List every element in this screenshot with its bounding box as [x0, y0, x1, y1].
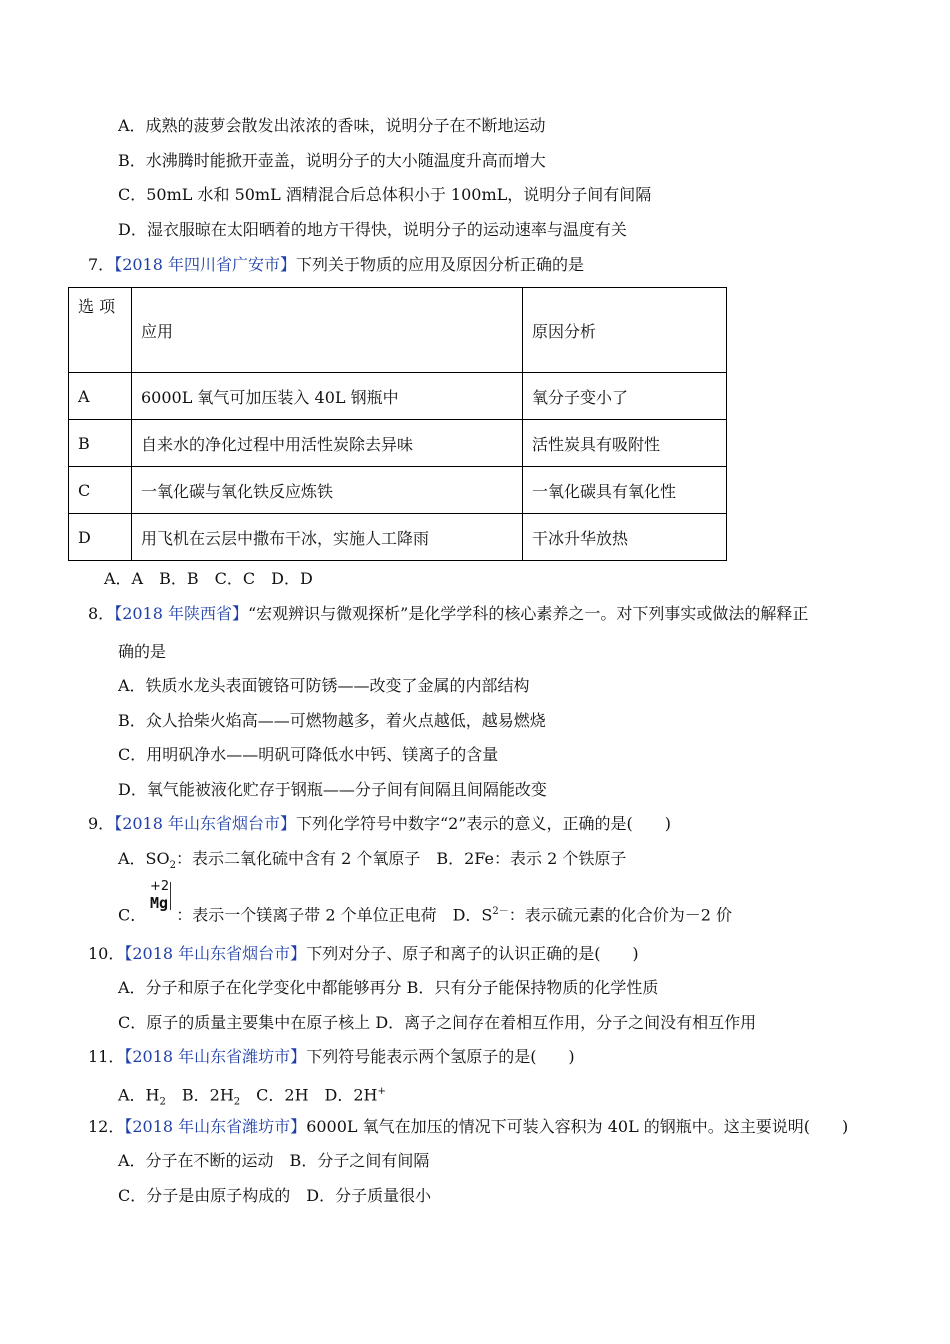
- q10-number: 10．: [88, 944, 125, 963]
- q9-source: 【2018 年山东省烟台市】: [114, 814, 296, 833]
- q10-stem: [88, 943, 639, 965]
- table-row: [69, 420, 727, 467]
- q9-options-cd: [118, 901, 732, 926]
- q12-number: 12．: [88, 1117, 125, 1136]
- q11-option-d-superscript: +: [377, 1086, 386, 1097]
- q10-options-cd: C．原子的质量主要集中在原子核上 D．离子之间存在着相互作用，分子之间没有相互作用: [118, 1013, 757, 1032]
- table-row: [69, 514, 727, 561]
- q7-options: A．A B．B C．C D．D: [104, 569, 313, 588]
- mg-charge: +2: [150, 879, 170, 894]
- q8-source: 【2018 年陕西省】: [114, 604, 248, 623]
- q7-stem: [88, 254, 584, 276]
- q9-option-c-label: C．: [118, 905, 147, 925]
- q8-stem-continued: 确的是: [118, 642, 167, 661]
- q9-option-a-text: ：表示二氧化硫中含有 2 个氧原子 B．2Fe：表示 2 个铁原子: [176, 849, 627, 868]
- table-row: [69, 467, 727, 514]
- q10-options-ab: A．分子和原子在化学变化中都能够再分 B．只有分子能保持物质的化学性质: [118, 978, 659, 997]
- q7-number: 7．: [88, 255, 115, 274]
- table-cell: 一氧化碳具有氧化性: [523, 467, 727, 514]
- q7-table: [68, 287, 727, 561]
- q6-option-c: C．50mL 水和 50mL 酒精混合后总体积小于 100mL，说明分子间有间隔: [118, 185, 652, 204]
- table-cell: 6000L 氧气可加压装入 40L 钢瓶中: [132, 373, 523, 420]
- q9-stem-text: 下列化学符号中数字“2”表示的意义，正确的是( ): [296, 814, 672, 833]
- q8-option-c: C．用明矾净水——明矾可降低水中钙、镁离子的含量: [118, 745, 499, 764]
- q8-option-b: B．众人拾柴火焰高——可燃物越多，着火点越低，越易燃烧: [118, 711, 546, 730]
- q7-stem-text: 下列关于物质的应用及原因分析正确的是: [296, 255, 585, 274]
- table-cell: 活性炭具有吸附性: [523, 420, 727, 467]
- table-cell: 用飞机在云层中撒布干冰，实施人工降雨: [132, 514, 523, 561]
- mg-symbol: Mg: [150, 894, 169, 912]
- q11-option-cd: C．2H D．2H: [240, 1085, 378, 1105]
- q12-stem: [88, 1116, 848, 1138]
- q11-option-a-subscript: 2: [159, 1096, 166, 1108]
- table-cell: 一氧化碳与氧化铁反应炼铁: [132, 467, 523, 514]
- q8-stem-text: “宏观辨识与微观探析”是化学学科的核心素养之一。对下列事实或做法的解释正: [248, 604, 809, 623]
- q11-option-b: B．2H: [165, 1085, 234, 1105]
- table-row: [69, 373, 727, 420]
- q12-stem-text: 6000L 氧气在加压的情况下可装入容积为 40L 的钢瓶中。这主要说明( ): [306, 1117, 849, 1136]
- q11-option-b-subscript: 2: [233, 1096, 241, 1108]
- q9-options-ab: [118, 848, 626, 877]
- q9-option-a-formula: A．SO: [118, 849, 170, 868]
- q9-number: 9．: [88, 814, 115, 833]
- q7-source: 【2018 年四川省广安市】: [114, 255, 296, 274]
- q9-option-c-text: ：表示一个镁离子带 2 个单位正电荷 D．S: [176, 905, 493, 925]
- table-cell: D: [69, 514, 132, 561]
- q9-option-d-text: ：表示硫元素的化合价为－2 价: [508, 905, 733, 925]
- q8-option-d: D．氧气能被液化贮存于钢瓶——分子间有间隔且间隔能改变: [118, 780, 547, 799]
- q8-number: 8．: [88, 604, 115, 623]
- table-header-cell: 应用: [132, 288, 523, 373]
- q11-source: 【2018 年山东省潍坊市】: [124, 1047, 307, 1066]
- q6-option-b: B．水沸腾时能掀开壶盖，说明分子的大小随温度升高而增大: [118, 151, 546, 170]
- table-header-row: [69, 288, 727, 373]
- table-cell: 干冰升华放热: [523, 514, 727, 561]
- table-header-cell: 选 项: [69, 288, 132, 373]
- table-header-cell: 原因分析: [523, 288, 727, 373]
- q12-options-cd: C．分子是由原子构成的 D．分子质量很小: [118, 1186, 432, 1205]
- q11-stem: [88, 1046, 575, 1068]
- table-cell: C: [69, 467, 132, 514]
- q12-source: 【2018 年山东省潍坊市】: [124, 1117, 307, 1136]
- q9-option-a-subscript: 2: [169, 860, 177, 872]
- q9-stem: [88, 813, 671, 835]
- table-cell: 氧分子变小了: [523, 373, 727, 420]
- q8-option-a: A．铁质水龙头表面镀铬可防锈——改变了金属的内部结构: [118, 676, 530, 695]
- q11-stem-text: 下列符号能表示两个氢原子的是( ): [306, 1047, 575, 1066]
- table-cell: 自来水的净化过程中用活性炭除去异味: [132, 420, 523, 467]
- table-cell: B: [69, 420, 132, 467]
- q11-option-a: A．H: [118, 1085, 160, 1105]
- q10-stem-text: 下列对分子、原子和离子的认识正确的是( ): [306, 944, 639, 963]
- q9-option-d-superscript: 2－: [492, 906, 509, 917]
- q10-source: 【2018 年山东省烟台市】: [124, 944, 307, 963]
- q6-option-a: A．成熟的菠萝会散发出浓浓的香味，说明分子在不断地运动: [118, 116, 546, 135]
- q8-stem: [88, 603, 808, 625]
- q12-options-ab: A．分子在不断的运动 B．分子之间有间隔: [118, 1151, 430, 1170]
- q11-number: 11．: [88, 1047, 125, 1066]
- q11-options: [118, 1081, 386, 1114]
- table-cell: A: [69, 373, 132, 420]
- q6-option-d: D．湿衣服晾在太阳晒着的地方干得快，说明分子的运动速率与温度有关: [118, 220, 627, 239]
